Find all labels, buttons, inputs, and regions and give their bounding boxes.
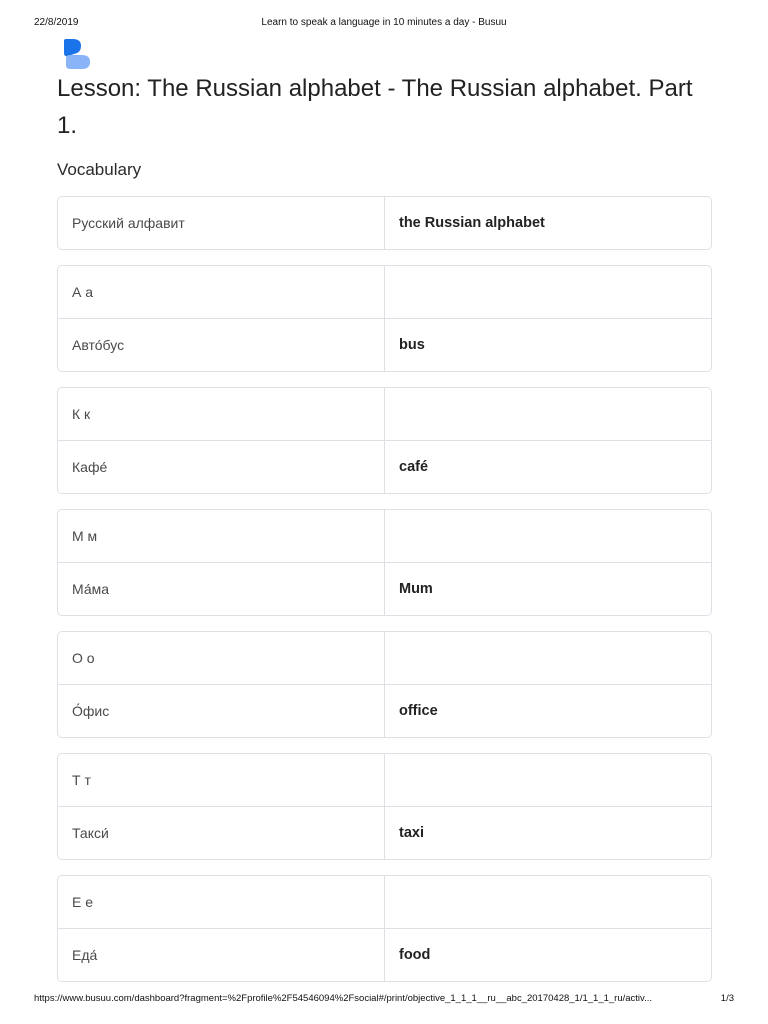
translation-cell: café — [399, 459, 429, 475]
letter-row — [58, 266, 711, 318]
vocab-card-t — [57, 753, 712, 860]
vocab-card-k — [57, 387, 712, 494]
word-row — [58, 562, 711, 615]
letter-cell: А а — [58, 266, 385, 318]
lesson-title: Lesson: The Russian alphabet - The Russian alphabet. Part 1. — [57, 75, 693, 139]
letter-empty-cell — [385, 266, 711, 318]
translation-cell: office — [399, 703, 438, 719]
word-row — [58, 440, 711, 493]
busuu-logo-icon[interactable] — [60, 38, 94, 72]
translation-cell: food — [399, 947, 431, 963]
word-cell: Кафе́ — [58, 441, 385, 493]
translation-cell: taxi — [399, 825, 424, 841]
vocab-card-o — [57, 631, 712, 738]
print-header — [34, 17, 734, 31]
letter-cell: Т т — [58, 754, 385, 806]
word-cell: Такси́ — [58, 807, 385, 859]
letter-row — [58, 510, 711, 562]
print-page-title: Learn to speak a language in 10 minutes a day - Busuu — [261, 17, 507, 28]
vocab-term: Русский алфавит — [58, 197, 385, 249]
vocabulary-list — [57, 196, 712, 997]
vocab-card-intro — [57, 196, 712, 250]
letter-row — [58, 754, 711, 806]
word-cell: Авто́бус — [58, 319, 385, 371]
vocab-card-a — [57, 265, 712, 372]
letter-empty-cell — [385, 754, 711, 806]
print-footer — [34, 993, 734, 1007]
letter-row — [58, 632, 711, 684]
word-cell: О́фис — [58, 685, 385, 737]
vocabulary-heading: Vocabulary — [57, 160, 142, 179]
letter-cell: О о — [58, 632, 385, 684]
word-row — [58, 684, 711, 737]
letter-cell: Е е — [58, 876, 385, 928]
word-row — [58, 806, 711, 859]
print-date: 22/8/2019 — [34, 17, 79, 28]
word-cell: Еда́ — [58, 929, 385, 981]
translation-cell: Mum — [399, 581, 433, 597]
word-cell: Ма́ма — [58, 563, 385, 615]
page-number: 1/3 — [720, 993, 734, 1004]
word-row — [58, 318, 711, 371]
vocab-row — [58, 197, 711, 249]
letter-row — [58, 388, 711, 440]
letter-empty-cell — [385, 876, 711, 928]
letter-empty-cell — [385, 632, 711, 684]
vocab-translation: the Russian alphabet — [399, 215, 545, 231]
vocab-card-e — [57, 875, 712, 982]
translation-cell: bus — [399, 337, 425, 353]
word-row — [58, 928, 711, 981]
letter-empty-cell — [385, 510, 711, 562]
letter-cell: М м — [58, 510, 385, 562]
letter-cell: К к — [58, 388, 385, 440]
letter-empty-cell — [385, 388, 711, 440]
vocab-card-m — [57, 509, 712, 616]
print-url: https://www.busuu.com/dashboard?fragment=%2Fprofile%2F54546094%2Fsocial#/print/objective_1_1_1__ru__abc_20170428_1/1_1_1_ru/activ... — [34, 993, 652, 1004]
letter-row — [58, 876, 711, 928]
